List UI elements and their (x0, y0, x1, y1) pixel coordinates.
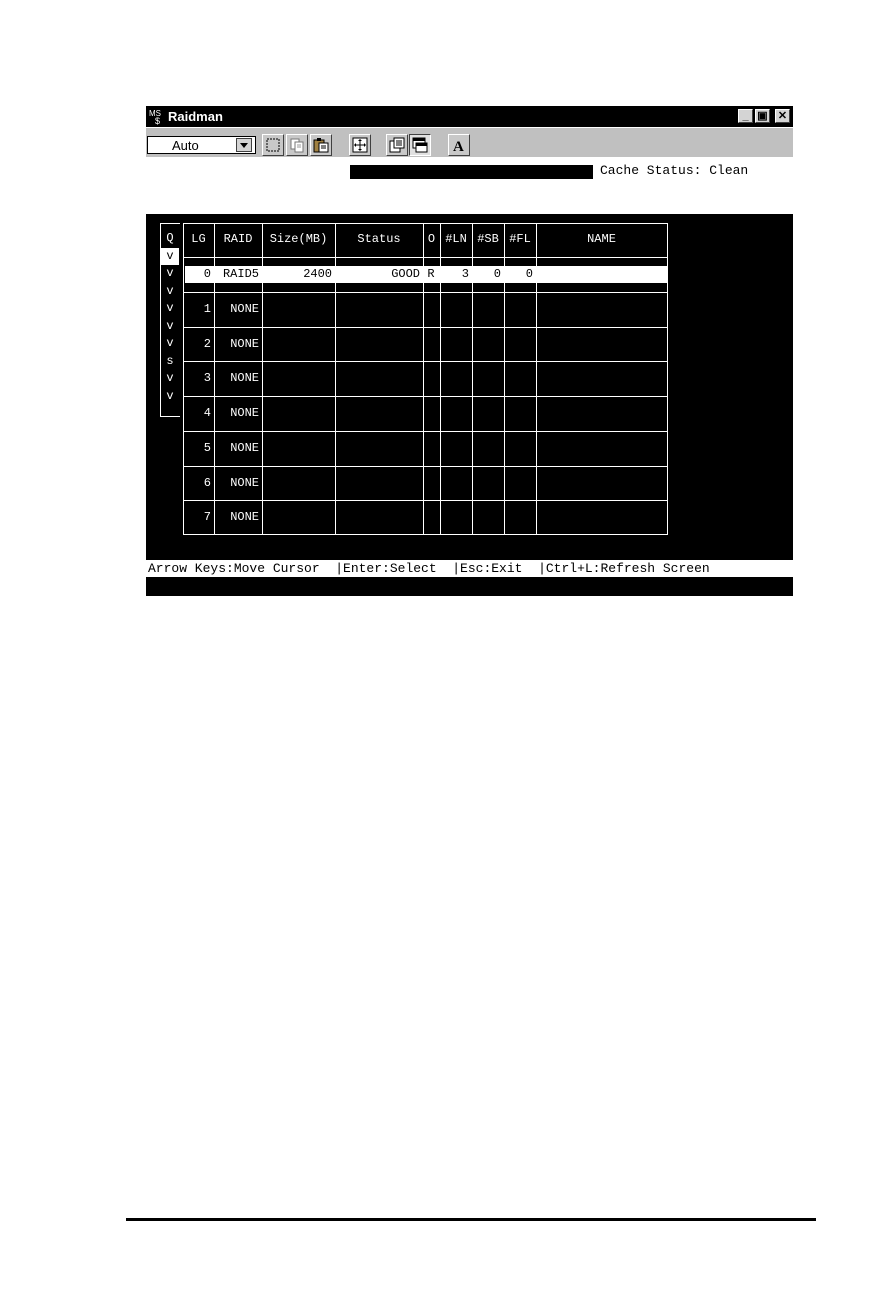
table-grid-line (183, 431, 668, 432)
table-grid-line (183, 223, 184, 535)
table-cell[interactable]: 5 (203, 441, 211, 455)
copy-icon (289, 137, 305, 153)
table-header-cell: #FL (509, 232, 531, 246)
table-cell[interactable]: NONE (230, 441, 259, 455)
table-cell[interactable]: 1 (203, 302, 211, 316)
background-button[interactable] (409, 134, 431, 156)
table-cell[interactable]: 4 (203, 406, 211, 420)
table-cell[interactable]: 2 (203, 337, 211, 351)
fullscreen-icon (352, 137, 368, 153)
maximize-button[interactable]: ▣ (755, 109, 770, 123)
table-grid-line (183, 466, 668, 467)
table-cell[interactable]: NONE (230, 337, 259, 351)
svg-text:A: A (453, 139, 464, 153)
side-menu-item[interactable]: v (166, 371, 174, 385)
mark-selection-icon (265, 137, 281, 153)
background-icon (412, 137, 428, 153)
window-title: Raidman (168, 109, 223, 124)
footer-rule (126, 1218, 816, 1221)
raidman-app-icon[interactable] (148, 108, 165, 125)
table-cell[interactable]: 7 (203, 510, 211, 524)
table-cell[interactable]: 0 (203, 267, 211, 281)
table-cell[interactable]: 3 (203, 371, 211, 385)
font-button[interactable] (448, 134, 470, 156)
side-menu-item[interactable]: Q (166, 231, 174, 245)
table-grid-line (183, 500, 668, 501)
key-help-text: Arrow Keys:Move Cursor |Enter:Select |Esc:Exit |Ctrl+L:Refresh Screen (148, 561, 710, 576)
table-header-cell: RAID (223, 232, 253, 246)
side-menu (160, 223, 180, 417)
side-menu-item[interactable]: v (166, 336, 174, 350)
side-menu-item[interactable]: v (161, 248, 179, 265)
close-button[interactable]: ✕ (775, 109, 790, 123)
table-cell[interactable]: 0 (525, 267, 533, 281)
table-grid-line (335, 223, 336, 535)
table-grid-line (183, 257, 668, 258)
font-size-value: Auto (172, 138, 199, 153)
table-header-cell: O (427, 232, 436, 246)
table-cell[interactable]: NONE (230, 302, 259, 316)
table-header-cell: #SB (477, 232, 499, 246)
svg-text:$: $ (155, 116, 161, 125)
message-strip (350, 165, 593, 179)
console-area (146, 214, 793, 560)
side-menu-item[interactable]: v (166, 388, 174, 403)
font-icon (451, 137, 467, 153)
table-cell[interactable]: 0 (493, 267, 501, 281)
table-cell[interactable]: GOOD (391, 267, 420, 281)
fullscreen-button[interactable] (349, 134, 371, 156)
table-grid-line (183, 361, 668, 362)
table-grid-line (536, 223, 537, 535)
table-cell[interactable]: NONE (230, 510, 259, 524)
paste-icon (313, 137, 329, 153)
table-cell[interactable]: 2400 (303, 267, 332, 281)
table-grid-line (183, 396, 668, 397)
table-header-cell: Status (357, 232, 401, 246)
side-menu-item[interactable]: v (166, 301, 174, 315)
table-grid-line (423, 223, 424, 535)
dropdown-arrow-icon[interactable] (236, 138, 252, 152)
table-grid-line (214, 223, 215, 535)
side-menu-item[interactable]: v (166, 283, 174, 298)
svg-text:MS: MS (149, 109, 161, 118)
table-grid-line (183, 292, 668, 293)
table-cell[interactable]: 3 (461, 267, 469, 281)
toolbar (146, 127, 793, 157)
table-header-cell: LG (191, 232, 206, 246)
info-bar (146, 157, 793, 214)
side-menu-item[interactable]: s (166, 353, 174, 368)
table-grid-line (504, 223, 505, 535)
table-grid-line (667, 223, 668, 535)
raidman-window (146, 106, 793, 596)
copy-button[interactable] (286, 134, 308, 156)
paste-button[interactable] (310, 134, 332, 156)
font-size-select[interactable] (147, 136, 256, 154)
table-grid-line (440, 223, 441, 535)
table-cell[interactable]: NONE (230, 371, 259, 385)
table-cell[interactable]: RAID5 (222, 267, 259, 281)
table-header-cell: #LN (445, 232, 467, 246)
table-cell[interactable]: NONE (230, 406, 259, 420)
table-cell[interactable]: 6 (203, 476, 211, 490)
properties-icon (389, 137, 405, 153)
properties-button[interactable] (386, 134, 408, 156)
table-grid-line (472, 223, 473, 535)
table-grid-line (183, 327, 668, 328)
cache-status: Cache Status: Clean (600, 163, 749, 178)
table-grid-line (262, 223, 263, 535)
mark-selection-button[interactable] (262, 134, 284, 156)
title-bar[interactable] (146, 106, 793, 127)
status-line (146, 560, 793, 577)
minimize-button[interactable]: _ (738, 109, 753, 123)
table-cell[interactable]: R (427, 267, 435, 281)
side-menu-item[interactable]: v (166, 318, 174, 333)
table-grid-line (183, 534, 668, 535)
side-menu-item[interactable]: v (166, 266, 174, 280)
table-header-cell: NAME (587, 232, 616, 246)
table-header-cell: Size(MB) (269, 232, 328, 246)
logical-drive-table (183, 223, 669, 535)
table-cell[interactable]: NONE (230, 476, 259, 490)
console-bottom (146, 577, 793, 596)
table-grid-line (183, 223, 668, 224)
